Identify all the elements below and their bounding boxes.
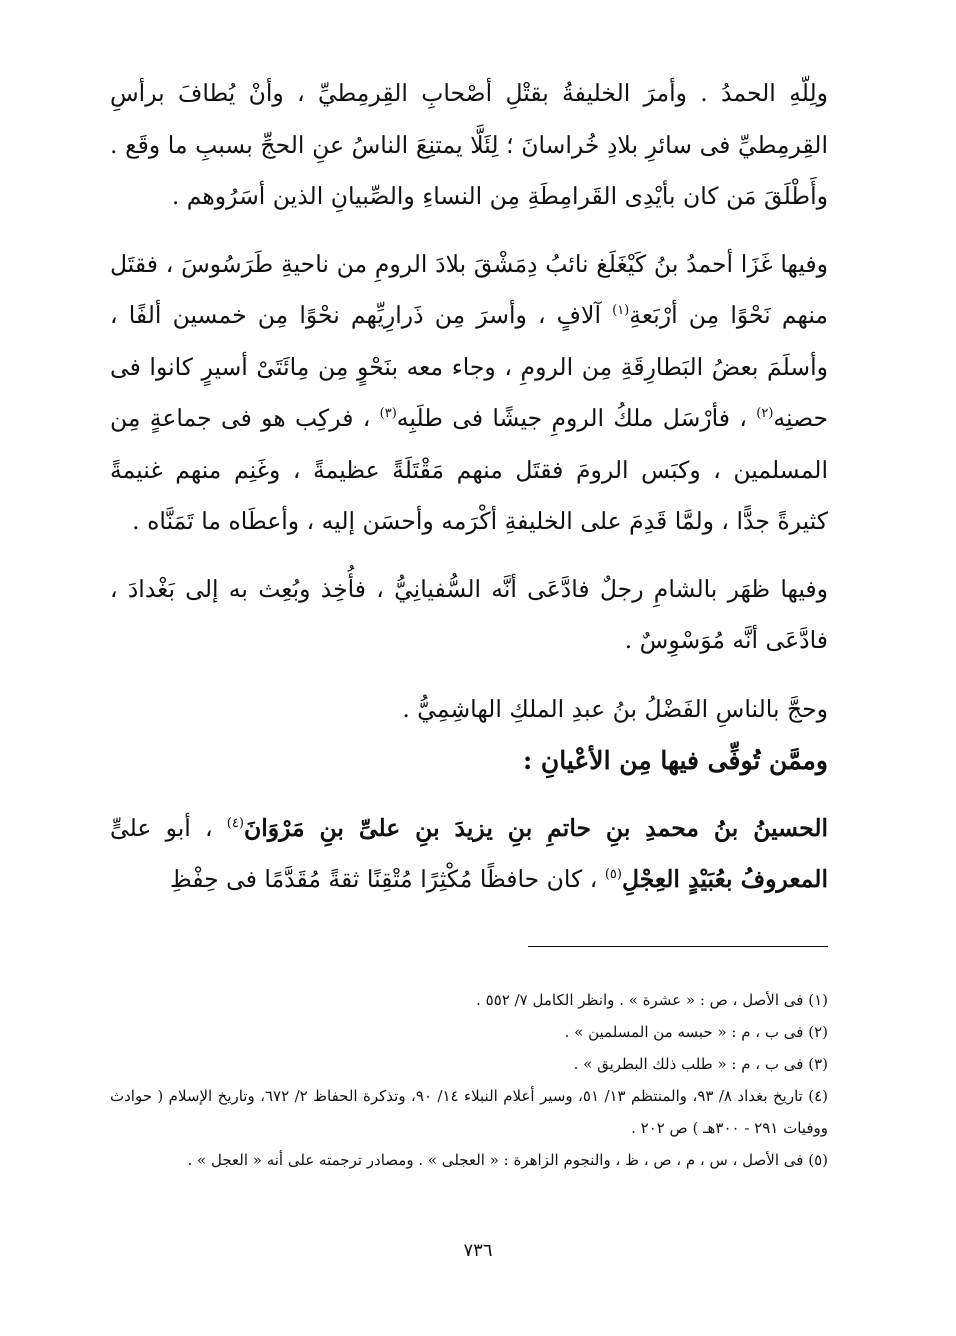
footnote-divider (528, 946, 828, 947)
paragraph-biography (110, 803, 828, 906)
text-segment: ، أبو علىٍّ (110, 813, 227, 842)
paragraph-qarmati: ولِلّهِ الحمدُ . وأمرَ الخليفةُ بقتْلِ أصْحابِ القِرمِطيِّ ، وأنْ يُطافَ برأسِ القِرمِطيِّ فى سائرِ بلادِ خُراسانَ ؛ لِئَلَّا يمتنِعَ الناسُ عنِ الحجِّ بسببِ ما وقَع . وأَطْلَقَ مَن كان بأيْدِى القَرامِطَةِ مِن النساءِ والصِّبيانِ الذين أسَرُوهم . (110, 79, 828, 210)
footnote-1: (١) فى الأصل ، ص : « عشرة » . وانظر الكامل ٧/ ٥٥٢ . (476, 991, 828, 1009)
text-segment: وفيها غَزَا أحمدُ بنُ كَيْغَلَغ نائبُ دِمَشْقَ بلادَ الرومِ من ناحيةِ طَرَسُوسَ ، فقتَل منهم نَحْوًا مِن أرْبَعةِ (110, 249, 828, 329)
person-name: الحسينُ بنُ محمدِ بنِ حاتمِ بنِ يزيدَ بنِ علىِّ بنِ مَرْوَانَ (243, 813, 829, 842)
footnote-ref-1: (١) (612, 303, 630, 318)
paragraph-hajj: وحجَّ بالناسِ الفَضْلُ بنُ عبدِ الملكِ الهاشِمِيُّ . (402, 694, 828, 723)
footnote-4: (٤) تاريخ بغداد ٨/ ٩٣، والمنتظم ١٣/ ٥١، وسير أعلام النبلاء ١٤/ ٩٠، وتذكرة الحفاظ ٢/ ٦٧٢، وتاريخ الإسلام ( حوادث ووفيات ٢٩١ - ٣٠٠هـ ) ص ٢٠٢ . (110, 1087, 829, 1137)
footnote-5: (٥) فى الأصل ، س ، م ، ص ، ظ ، والنجوم الزاهرة : « العجلى » . ومصادر ترجمته على أنه « العجل » . (187, 1151, 828, 1169)
page-number: ٧٣٦ (463, 1240, 493, 1261)
footnote-ref-3: (٣) (379, 406, 397, 421)
person-epithet: المعروفُ بعُبَيْدٍ العِجْلِ (621, 865, 828, 893)
text-segment: ، فركِب هو فى جماعةٍ مِن المسلمين ، وكبَس الرومَ فقتَل منهم مَقْتَلَةً عظيمةً ، وغَنِم منهم غنيمةً كثيرةً جدًّا ، ولمَّا قَدِمَ على الخليفةِ أكْرَمه وأحسَن إليه ، وأعطَاه ما تَمَنَّاه . (110, 404, 828, 535)
main-text (110, 68, 828, 906)
footnote-3: (٣) فى ب ، م : « طلب ذلك البطريق » . (573, 1055, 828, 1073)
text-segment: آلافٍ ، وأسرَ مِن ذَرارِيِّهم نحْوًا مِن خمسين ألفًا ، وأسلَمَ بعضُ البَطارِقَةِ مِن الرومِ ، وجاء معه بنَحْوٍ مِن مِائَتَىْ أسيرٍ كانوا فى حصنِه (110, 301, 828, 432)
text-segment: ، فأرْسَل ملكُ الرومِ جيشًا فى طلَبِه (396, 404, 757, 432)
footnote-ref-2: (٢) (756, 406, 774, 421)
section-heading: وممَّن تُوفِّى فيها مِن الأعْيانِ : (522, 746, 828, 775)
footnote-ref-5: (٥) (604, 867, 622, 882)
footnote-2: (٢) فى ب ، م : « حبسه من المسلمين » . (564, 1023, 828, 1041)
footnotes (110, 984, 828, 1176)
paragraph-campaign (110, 239, 828, 548)
footnote-ref-4: (٤) (226, 815, 244, 831)
text-segment: ، كان حافظًا مُكْثِرًا مُتْقِنًا ثقةً مُقَدَّمًا فى حِفْظِ (169, 865, 605, 893)
paragraph-sufyani: وفيها ظهَر بالشامِ رجلٌ فادَّعَى أنَّه السُّفيانِيُّ ، فأُخِذ وبُعِث به إلى بَغْدادَ ، فادَّعَى أنَّه مُوَسْوِسٌ . (110, 574, 828, 654)
